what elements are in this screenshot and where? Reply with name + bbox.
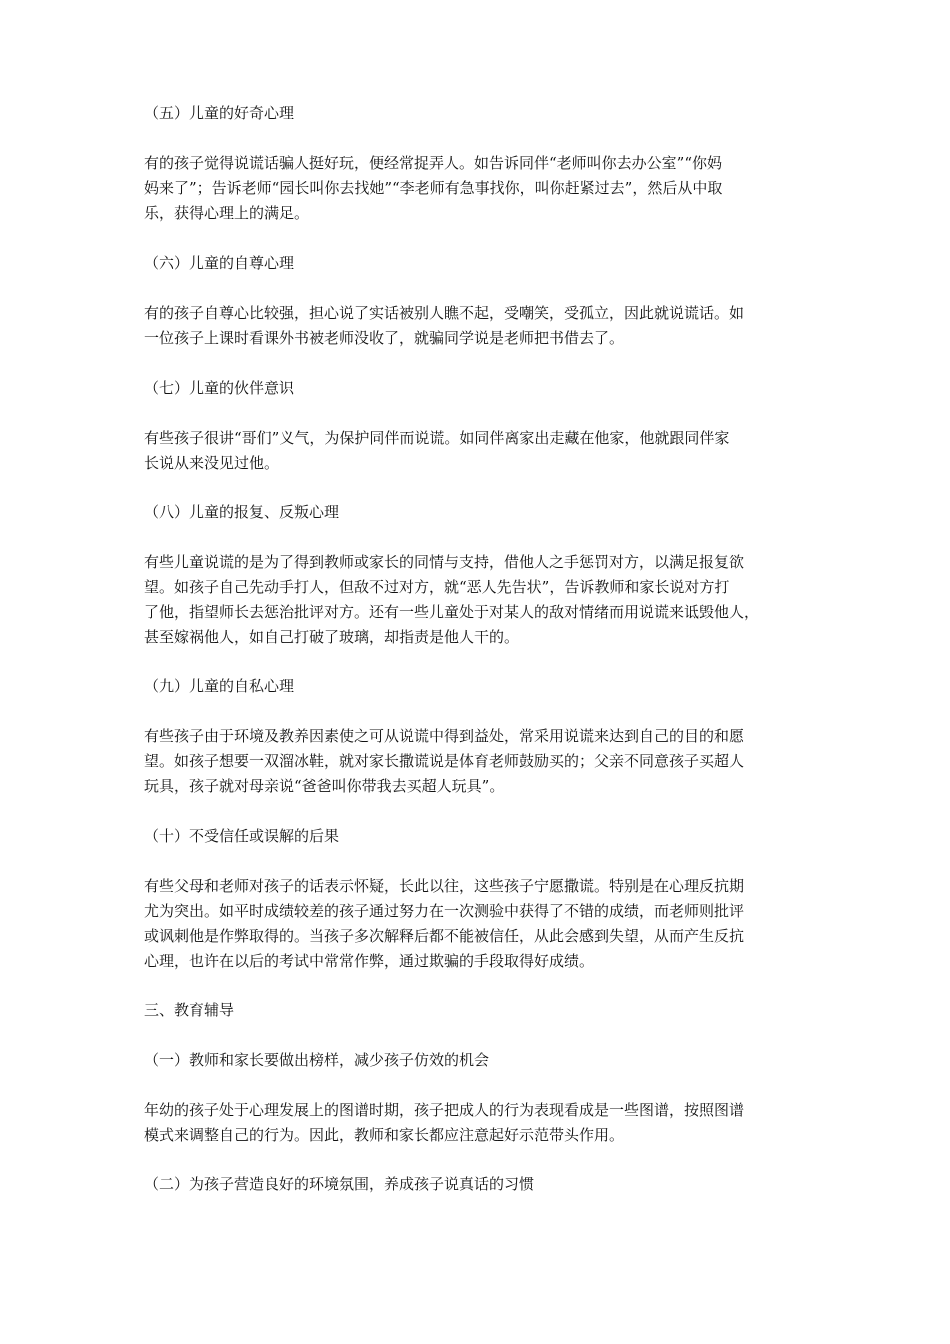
paragraph-line: 玩具，孩子就对母亲说“爸爸叫你带我去买超人玩具”。 — [144, 777, 505, 795]
section-heading: （五）儿童的好奇心理 — [144, 104, 295, 122]
paragraph-line: 一位孩子上课时看课外书被老师没收了，就骗同学说是老师把书借去了。 — [144, 329, 625, 347]
paragraph-line: 心理，也许在以后的考试中常常作弊，通过欺骗的手段取得好成绩。 — [144, 952, 595, 970]
paragraph-line: 乐，获得心理上的满足。 — [144, 204, 310, 222]
paragraph-line: 尤为突出。如平时成绩较差的孩子通过努力在一次测验中获得了不错的成绩，而老师则批评 — [144, 902, 745, 920]
paragraph-line: 有些孩子由于环境及教养因素使之可从说谎中得到益处，常采用说谎来达到自己的目的和愿 — [144, 727, 745, 745]
paragraph-line: 有些儿童说谎的是为了得到教师或家长的同情与支持，借他人之手惩罚对方，以满足报复欲 — [144, 553, 745, 571]
paragraph-line: 了他，指望师长去惩治批评对方。还有一些儿童处于对某人的敌对情绪而用说谎来诋毁他人， — [144, 603, 760, 621]
paragraph-line: 望。如孩子自己先动手打人，但敌不过对方，就“恶人先告状”，告诉教师和家长说对方打 — [144, 578, 730, 596]
section-heading: （一）教师和家长要做出榜样，减少孩子仿效的机会 — [144, 1051, 490, 1069]
section-heading: （八）儿童的报复、反叛心理 — [144, 503, 340, 521]
chapter-heading: 三、教育辅导 — [144, 1001, 235, 1019]
section-heading: （九）儿童的自私心理 — [144, 677, 295, 695]
paragraph-line: 模式来调整自己的行为。因此，教师和家长都应注意起好示范带头作用。 — [144, 1126, 625, 1144]
paragraph-line: 望。如孩子想要一双溜冰鞋，就对家长撒谎说是体育老师鼓励买的；父亲不同意孩子买超人 — [144, 752, 745, 770]
paragraph-line: 长说从来没见过他。 — [144, 454, 280, 472]
paragraph-line: 妈来了”；告诉老师“园长叫你去找她”“李老师有急事找你，叫你赶紧过去”，然后从中取 — [144, 179, 723, 197]
paragraph-line: 或讽刺他是作弊取得的。当孩子多次解释后都不能被信任，从此会感到失望，从而产生反抗 — [144, 927, 745, 945]
paragraph-line: 有的孩子自尊心比较强，担心说了实话被别人瞧不起，受嘲笑，受孤立，因此就说谎话。如 — [144, 304, 745, 322]
section-heading: （十）不受信任或误解的后果 — [144, 827, 340, 845]
section-heading: （六）儿童的自尊心理 — [144, 254, 295, 272]
section-heading: （二）为孩子营造良好的环境氛围，养成孩子说真话的习惯 — [144, 1175, 535, 1193]
paragraph-line: 有些孩子很讲“哥们”义气，为保护同伴而说谎。如同伴离家出走藏在他家，他就跟同伴家 — [144, 429, 730, 447]
section-heading: （七）儿童的伙伴意识 — [144, 379, 295, 397]
paragraph-line: 有些父母和老师对孩子的话表示怀疑，长此以往，这些孩子宁愿撒谎。特别是在心理反抗期 — [144, 877, 745, 895]
paragraph-line: 年幼的孩子处于心理发展上的图谱时期，孩子把成人的行为表现看成是一些图谱，按照图谱 — [144, 1101, 745, 1119]
paragraph-line: 有的孩子觉得说谎话骗人挺好玩，便经常捉弄人。如告诉同伴“老师叫你去办公室”“你妈 — [144, 154, 723, 172]
paragraph-line: 甚至嫁祸他人，如自己打破了玻璃，却指责是他人干的。 — [144, 628, 520, 646]
